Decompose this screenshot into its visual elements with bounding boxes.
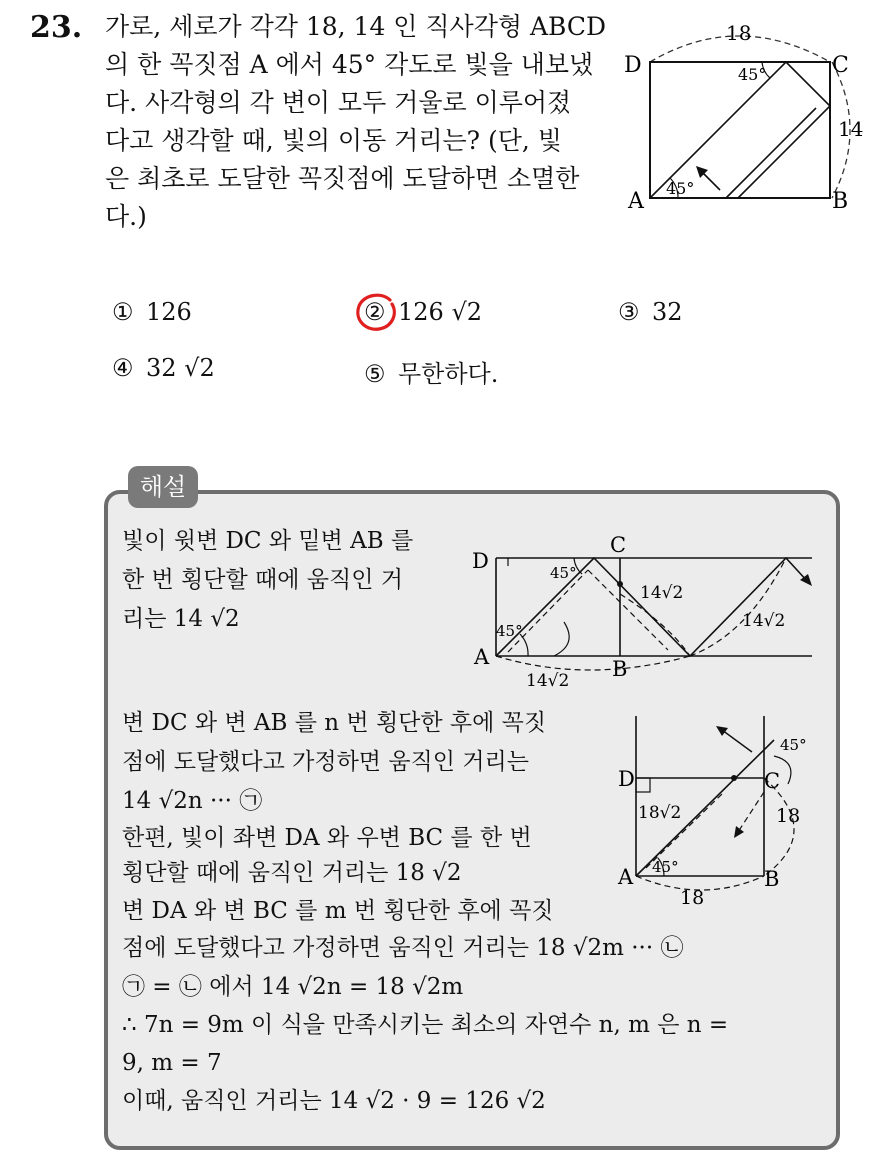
- intersection-point: [617, 581, 623, 587]
- solution-p2-line: ∴ 7n = 9m 이 식을 만족시키는 최소의 자연수 n, m 은 n =: [122, 1012, 729, 1038]
- label-diagonal: 18√2: [638, 803, 682, 823]
- label-c: C: [764, 769, 781, 793]
- dashed-arrow-head: [734, 826, 744, 838]
- label-b: B: [612, 657, 628, 681]
- figure-rectangle-reflection: [620, 20, 870, 220]
- solution-p2-line: 변 DC 와 변 AB 를 n 번 횡단한 후에 꼭짓: [122, 710, 547, 736]
- choice-3[interactable]: [618, 298, 683, 326]
- question-line: 다.): [105, 202, 147, 231]
- dashed-arc-1: [496, 656, 690, 670]
- choice-text: 무한하다.: [398, 360, 499, 388]
- label-a: A: [618, 865, 634, 889]
- solution-p2-line: 점에 도달했다고 가정하면 움직인 거리는 18 √2m ··· ㉡: [122, 935, 684, 961]
- arrow-shaft: [722, 730, 752, 752]
- solution-p2-line: 점에 도달했다고 가정하면 움직인 거리는: [122, 749, 529, 775]
- question-line: 가로, 세로가 각각 18, 14 인 직사각형 ABCD: [105, 12, 607, 41]
- label-right-length: 14: [838, 117, 864, 141]
- label-b: B: [832, 189, 849, 214]
- figure-side-crossing: [612, 712, 838, 912]
- curve-arrow-1: [554, 622, 569, 656]
- choice-mark: ②: [364, 298, 386, 326]
- choice-mark: ①: [112, 298, 134, 326]
- solution-p1-line: 빛이 윗변 DC 와 밑변 AB 를: [122, 528, 414, 554]
- solution-p2-line: 변 DA 와 변 BC 를 m 번 횡단한 후에 꼭짓: [122, 898, 554, 924]
- label-b: B: [764, 867, 780, 891]
- question-line: 다고 생각할 때, 빛의 이동 거리는? (단, 빛: [105, 126, 562, 155]
- right-angle-mark: [636, 778, 650, 792]
- label-d: D: [624, 53, 642, 78]
- label-a: A: [474, 645, 490, 669]
- label-d: D: [472, 549, 489, 573]
- answer-circle-mark: [354, 290, 400, 334]
- choice-4[interactable]: [112, 354, 215, 382]
- choice-mark: ③: [618, 298, 640, 326]
- light-path-2: [726, 108, 816, 198]
- label-angle-c: 45°: [780, 736, 807, 754]
- label-angle-top: 45°: [550, 564, 577, 582]
- choice-text: 32: [652, 298, 683, 326]
- question-number: 23.: [30, 10, 83, 45]
- label-d: D: [618, 767, 635, 791]
- label-angle-a: 45°: [496, 622, 523, 640]
- label-c: C: [610, 534, 627, 557]
- solution-p1-line: 한 번 횡단할 때에 움직인 거: [122, 567, 403, 593]
- light-path: [496, 558, 808, 656]
- solution-p2-line: 한편, 빛이 좌변 DA 와 우변 BC 를 한 번: [122, 825, 532, 851]
- label-a: A: [628, 189, 644, 214]
- choice-text: 126 √2: [398, 298, 482, 326]
- intersection-point: [731, 775, 737, 781]
- choice-text: 32 √2: [146, 354, 215, 382]
- solution-tag: 해설: [128, 466, 198, 508]
- choice-5[interactable]: [364, 354, 498, 389]
- figure-unfolded-path: [468, 534, 818, 694]
- label-top-length: 18: [726, 21, 752, 45]
- solution-p2-line: 이때, 움직인 거리는 14 √2 · 9 = 126 √2: [122, 1088, 546, 1114]
- solution-p2-line: 9, m = 7: [122, 1050, 222, 1076]
- choice-mark: ⑤: [364, 360, 386, 388]
- label-c: C: [832, 53, 849, 78]
- label-angle-a: 45°: [652, 858, 679, 876]
- dashed-parallel-2: [588, 570, 668, 650]
- label-dist-3: 14√2: [526, 671, 570, 691]
- label-dist-1: 14√2: [640, 583, 684, 603]
- label-angle-bottom: 45°: [666, 179, 695, 198]
- dashed-arc-2: [620, 594, 690, 656]
- choice-mark: ④: [112, 354, 134, 382]
- label-bottom: 18: [680, 887, 705, 909]
- choice-1[interactable]: [112, 298, 192, 326]
- question-line: 다. 사각형의 각 변이 모두 거울로 이루어졌: [105, 88, 572, 117]
- solution-p1-line: 리는 14 √2: [122, 606, 240, 632]
- question-line: 은 최초로 도달한 꼭짓점에 도달하면 소멸한: [105, 164, 580, 193]
- choice-text: 126: [146, 298, 192, 326]
- solution-p2-line: 횡단할 때에 움직인 거리는 18 √2: [122, 860, 462, 886]
- question-line: 의 한 꼭짓점 A 에서 45° 각도로 빛을 내보냈: [105, 50, 594, 79]
- solution-p2-line: ㉠ = ㉡ 에서 14 √2n = 18 √2m: [122, 974, 464, 1000]
- label-right: 18: [776, 805, 801, 827]
- dashed-reflection: [738, 792, 764, 832]
- arrow-head: [716, 726, 728, 736]
- solution-p2-line: 14 √2n ··· ㉠: [122, 788, 263, 814]
- label-dist-2: 14√2: [742, 611, 786, 631]
- label-angle-top: 45°: [738, 65, 767, 84]
